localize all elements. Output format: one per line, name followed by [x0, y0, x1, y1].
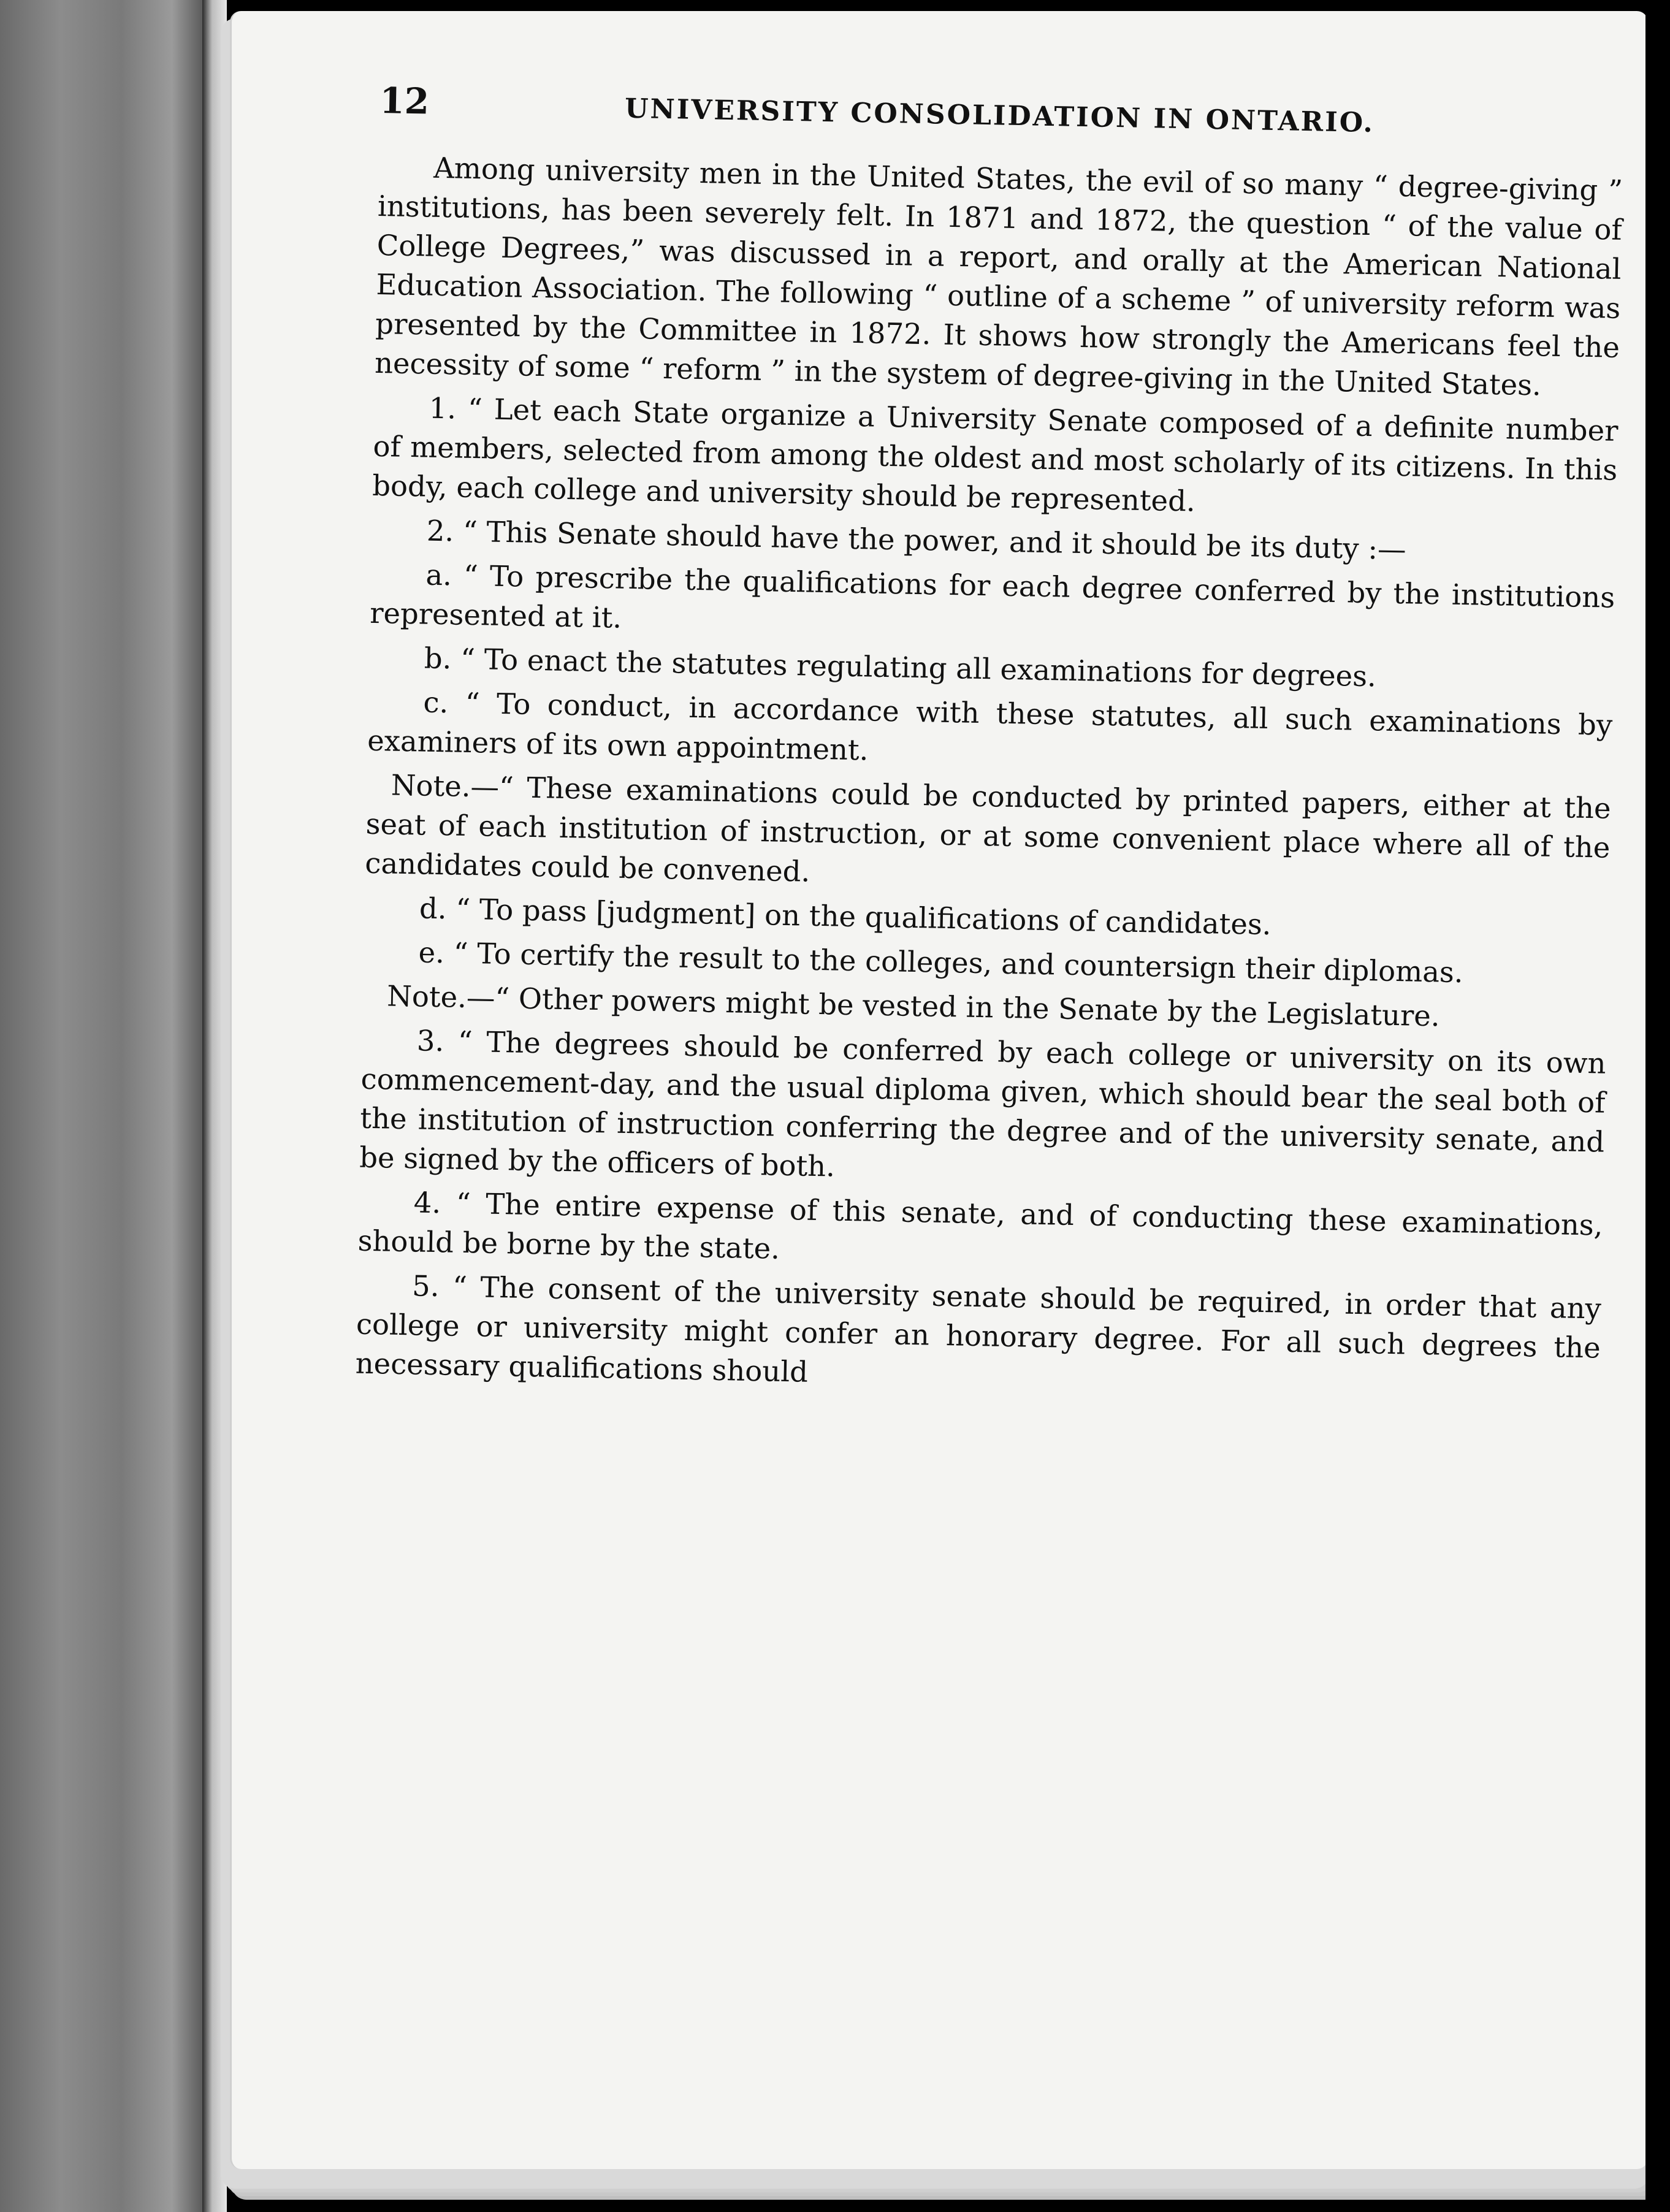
item-c-paragraph: c. “ To conduct, in accordance with these statutes, all such examinations by examiners of its own appointment.	[367, 685, 1613, 767]
item-a-paragraph: a. “ To prescribe the qualifications for each degree conferred by the institutions represented at it.	[369, 558, 1615, 635]
page-text	[355, 80, 1625, 1412]
page-number: 12	[379, 80, 430, 123]
item-e-paragraph: e. “ To certify the result to the colleges, and countersign their diplomas.	[418, 936, 1464, 990]
scan-edge	[1645, 0, 1670, 2212]
item-2-paragraph: 2. “ This Senate should have the power, and it should be its duty :—	[426, 514, 1407, 566]
note-paragraph: Note.—“ Other powers might be vested in the Senate by the Legislature.	[386, 979, 1441, 1033]
item-b-paragraph: b. “ To enact the statutes regulating all examinations for degrees.	[424, 641, 1377, 693]
book-binding	[0, 0, 202, 2212]
running-head: UNIVERSITY CONSOLIDATION IN ONTARIO.	[624, 93, 1375, 139]
item-1-paragraph: 1. “ Let each State organize a University Senate composed of a definite number of members, selected from among the oldest and most scholarly of its citizens. In this body, each college and university should be represented.	[372, 391, 1619, 518]
note-paragraph: Note.—“ These examinations could be conducted by printed papers, either at the seat of each institution of instruction, or at some convenient place where all of the candidates could be convened.	[364, 768, 1612, 888]
item-4-paragraph: 4. “ The entire expense of this senate, and of conducting these examinations, should be borne by the state.	[357, 1186, 1604, 1265]
item-d-paragraph: d. “ To pass [judgment] on the qualifications of candidates.	[419, 891, 1272, 942]
intro-paragraph: Among university men in the United States, the evil of so many “ degree-giving ” institutions, has been severely felt. In 1871 and 1872, the question “ of the value of College Degrees,” was discussed in a report, and orally at the American National Education Association. The following “ outline of a scheme ” of university reform was presented by the Committee in 1872. It shows how strongly the Americans feel the necessity of some “ reform ” in the system of degree-giving in the United States.	[374, 151, 1623, 402]
item-3-paragraph: 3. “ The degrees should be conferred by each college or university on its own commencement-day, and the usual diploma given, which should bear the seal both of the institution of instruction conferring the degree and of the university senate, and be signed by the officers of both.	[359, 1024, 1607, 1183]
item-5-paragraph: 5. “ The consent of the university senate should be required, in order that any college or university might confer an honorary degree. For all such degrees the necessary qualifications should	[355, 1269, 1602, 1389]
